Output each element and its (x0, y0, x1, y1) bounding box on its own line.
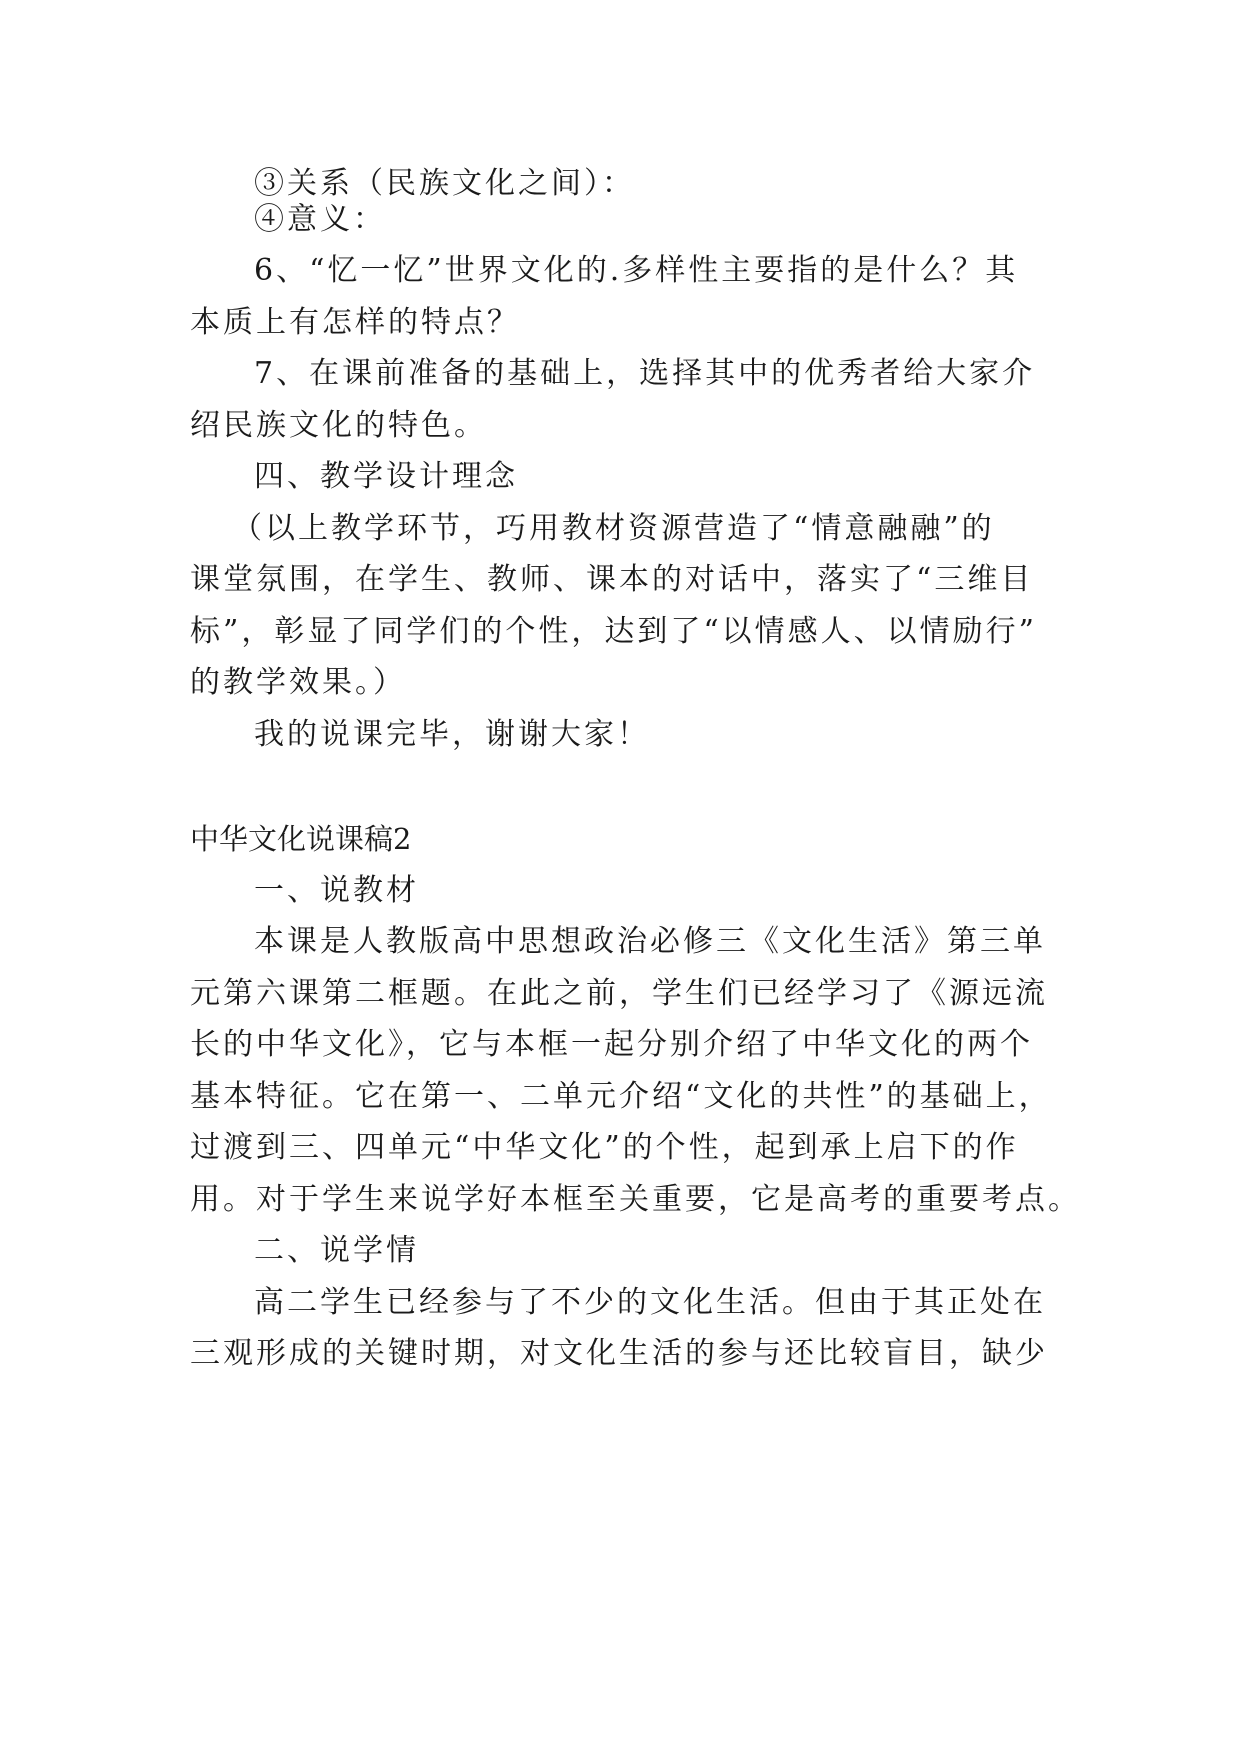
student-paragraph-line-2: 三观形成的关键时期，对文化生活的参与还比较盲目，缺少 (190, 1336, 1048, 1371)
question-6-line-2: 本质上有怎样的特点？ (190, 305, 520, 340)
design-concept-line-1: （以上教学环节，巧用教材资源营造了“情意融融”的 (232, 511, 995, 546)
textbook-paragraph-line-3: 长的中华文化》，它与本框一起分别介绍了中华文化的两个 (190, 1027, 1033, 1062)
item-3-relationship: ③关系（民族文化之间）： (254, 166, 635, 201)
textbook-paragraph-line-1: 本课是人教版高中思想政治必修三《文化生活》第三单 (254, 924, 1046, 959)
student-paragraph-line-1: 高二学生已经参与了不少的文化生活。但由于其正处在 (254, 1285, 1046, 1320)
item-4-significance: ④意义： (254, 202, 386, 237)
design-concept-line-4: 的教学效果。） (190, 665, 406, 700)
textbook-paragraph-line-6: 用。对于学生来说学好本框至关重要，它是高考的重要考点。 (190, 1182, 1081, 1217)
section-1-heading: 一、说教材 (254, 873, 419, 908)
textbook-paragraph-line-4: 基本特征。它在第一、二单元介绍“文化的共性”的基础上， (190, 1079, 1052, 1114)
question-7-line-2: 绍民族文化的特色。 (190, 408, 487, 443)
document-title: 中华文化说课稿2 (190, 822, 412, 856)
textbook-paragraph-line-2: 元第六课第二框题。在此之前，学生们已经学习了《源远流 (190, 976, 1048, 1011)
question-7-line-1: 7、在课前准备的基础上，选择其中的优秀者给大家介 (254, 356, 1036, 391)
textbook-paragraph-line-5: 过渡到三、四单元“中华文化”的个性，起到承上启下的作 (190, 1130, 1019, 1165)
design-concept-line-3: 标”，彰显了同学们的个性，达到了“以情感人、以情励行” (190, 614, 1038, 649)
section-4-heading: 四、教学设计理念 (254, 459, 518, 494)
closing-remark: 我的说课完毕，谢谢大家！ (254, 717, 650, 752)
question-6-line-1: 6、“忆一忆”世界文化的.多样性主要指的是什么？其 (254, 253, 1019, 288)
section-2-heading: 二、说学情 (254, 1233, 419, 1268)
design-concept-line-2: 课堂氛围，在学生、教师、课本的对话中，落实了“三维目 (190, 562, 1034, 597)
